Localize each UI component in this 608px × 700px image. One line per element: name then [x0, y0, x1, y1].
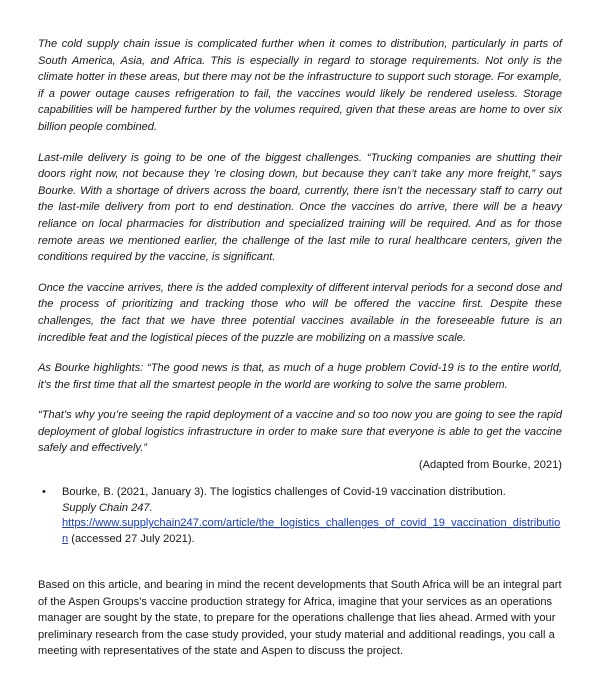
reference-journal: Supply Chain 247.	[62, 501, 153, 514]
paragraph-last-mile-delivery: Last-mile delivery is going to be one of the biggest challenges. “Trucking companies are shutting their doors right now, not because they ’re closing down, but because they can’t take any more freight,” says Bourke. With a shortage of drivers across the board, currently, there isn’t the necessary staff to carry out the last-mile delivery from port to end destination. Once the vaccines do arrive, there will be a heavy reliance on local pharmacies for distribution and specialized training will be required. And as for those remote areas we mentioned earlier, the challenge of the last mile to rural healthcare centers, given the conditions required by the vaccine, is significant.	[38, 151, 562, 264]
reference-accessed: (accessed 27 July 2021).	[71, 532, 195, 545]
document-page	[38, 36, 562, 660]
paragraph-closing-task: Based on this article, and bearing in mind the recent developments that South Africa will be an integral part of the Aspen Groups’s vaccine production strategy for Africa, imagine that your services as an operations manager are sought by the state, to prepare for the operations challenge that lies ahead. Armed with your preliminary research from the case study provided, your study material and additional readings, you call a meeting with representatives of the state and Aspen to discuss the project.	[38, 579, 562, 658]
paragraph-cold-supply-chain: The cold supply chain issue is complicated further when it comes to distribution, particularly in parts of South America, Asia, and Africa. This is especially in regard to storage requirements. Not only is the climate hotter in these areas, but there may not be the infrastructure to support such storage. For example, if a power outage causes refrigeration to fail, the vaccines would likely be rendered useless. Storage capabilities will be hampered further by the volumes required, given that these areas are home to over six billion people combined.	[38, 38, 562, 133]
paragraph-vaccine-arrival: Once the vaccine arrives, there is the added complexity of different interval periods for a second dose and the process of prioritizing and tracking those who will be offered the vaccine first. Despite these challenges, the fact that we have three potential vaccines available in the foreseeable future is an incredible feat and the logistical pieces of the puzzle are mobilizing on a massive scale.	[38, 281, 562, 344]
bullet-icon: •	[42, 486, 46, 499]
reference-citation: Bourke, B. (2021, January 3). The logistics challenges of Covid-19 vaccination distribution.	[62, 486, 506, 499]
paragraph-bourke-highlight: As Bourke highlights: “The good news is that, as much of a huge problem Covid-19 is to the entire world, it’s the first time that all the smartest people in the world are working to solve the same problem.	[38, 362, 562, 391]
attribution: (Adapted from Bourke, 2021)	[418, 459, 562, 472]
reference-link[interactable]: https://www.supplychain247.com/article/the_logistics_challenges_of_covid_19_vaccination_distribution	[62, 517, 561, 545]
reference-item	[42, 485, 562, 547]
paragraph-rapid-deployment-quote: “That’s why you’re seeing the rapid deployment of a vaccine and so too now you are going to see the rapid deployment of global logistics infrastructure in order to make sure that everyone is able to get the vaccine safely and effectively.”	[38, 409, 562, 455]
